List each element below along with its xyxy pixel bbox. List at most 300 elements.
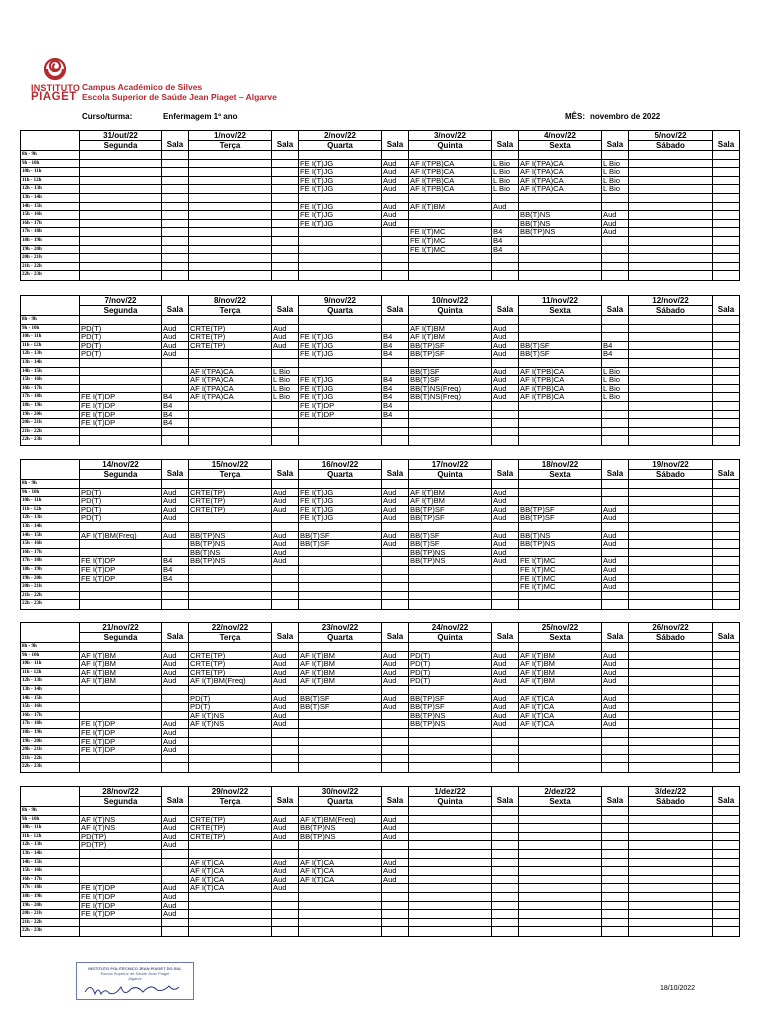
class-cell (629, 342, 712, 351)
time-slot: 12h - 13h (21, 350, 79, 359)
class-cell (409, 254, 491, 263)
room-cell (713, 402, 739, 411)
room-cell (272, 237, 298, 246)
time-slot: 11h - 12h (21, 506, 79, 515)
class-cell (80, 523, 161, 532)
class-cell (519, 402, 601, 411)
room-cell: Aud (382, 660, 408, 669)
room-cell (272, 185, 298, 194)
class-cell (80, 436, 161, 445)
room-cell (382, 720, 408, 729)
class-cell (409, 566, 491, 575)
class-cell: AF I(TPA)CA (519, 168, 601, 177)
room-cell: Aud (382, 497, 408, 506)
class-cell: BB(TP)NS (189, 557, 271, 566)
room-cell (713, 566, 739, 575)
class-cell (629, 393, 712, 402)
day-column (408, 151, 518, 280)
class-cell: PD(T) (409, 660, 491, 669)
room-cell: Aud (162, 342, 188, 351)
class-cell: BB(T)SF (299, 703, 381, 712)
room-cell (713, 393, 739, 402)
class-cell: BB(TP)SF (409, 506, 491, 515)
room-cell (713, 833, 739, 842)
class-cell: FE I(T)DP (80, 575, 161, 584)
room-cell: Aud (272, 824, 298, 833)
day-column (408, 807, 518, 936)
class-cell (519, 807, 601, 816)
class-cell (629, 660, 712, 669)
class-cell: BB(TP)SF (409, 350, 491, 359)
room-cell (713, 549, 739, 558)
class-cell (629, 703, 712, 712)
stamp-line1: INSTITUTO POLITÉCNICO JEAN PIAGET DO SUL (88, 966, 182, 971)
day-date: 21/nov/22 (80, 623, 161, 633)
room-cell (713, 325, 739, 334)
day-header (518, 131, 628, 150)
class-cell: PD(T) (80, 325, 161, 334)
room-cell (162, 600, 188, 609)
class-cell (189, 419, 271, 428)
class-cell (80, 703, 161, 712)
class-cell (519, 489, 601, 498)
class-cell (629, 824, 712, 833)
room-cell: Aud (492, 203, 518, 212)
class-cell (519, 523, 601, 532)
room-cell (272, 583, 298, 592)
day-date: 29/nov/22 (189, 787, 271, 797)
room-cell (713, 927, 739, 936)
time-slot: 10h - 11h (21, 168, 79, 177)
room-cell: L Bio (492, 168, 518, 177)
class-cell (299, 686, 381, 695)
time-slot: 19h - 20h (21, 411, 79, 420)
day-column (518, 807, 628, 936)
room-cell (713, 712, 739, 721)
class-cell (299, 575, 381, 584)
time-slot: 8h - 9h (21, 151, 79, 160)
class-cell (80, 540, 161, 549)
class-cell (519, 237, 601, 246)
sala-header: Sala (271, 623, 298, 642)
class-cell (80, 271, 161, 280)
sala-header: Sala (491, 296, 518, 315)
room-cell (162, 755, 188, 764)
class-cell (519, 643, 601, 652)
class-cell: FE I(T)DP (80, 902, 161, 911)
class-cell (629, 506, 712, 515)
class-cell (629, 359, 712, 368)
day-date: 9/nov/22 (299, 296, 381, 306)
room-cell (492, 411, 518, 420)
room-cell: B4 (162, 419, 188, 428)
class-cell: FE I(T)JG (299, 393, 381, 402)
room-cell (492, 592, 518, 601)
room-cell: Aud (602, 220, 628, 229)
class-cell (80, 160, 161, 169)
time-slot: 9h - 10h (21, 160, 79, 169)
class-cell (80, 203, 161, 212)
day-weekday: Quarta (327, 470, 353, 479)
room-cell (492, 729, 518, 738)
room-cell (713, 254, 739, 263)
room-cell: Aud (272, 652, 298, 661)
curso-value: Enfermagem 1º ano (163, 112, 238, 121)
room-cell (713, 867, 739, 876)
room-cell (713, 194, 739, 203)
class-cell (299, 746, 381, 755)
class-cell: BB(T)SF (519, 350, 601, 359)
class-cell: AF I(T)BM (519, 652, 601, 661)
room-cell: L Bio (602, 177, 628, 186)
room-cell (713, 228, 739, 237)
room-cell: Aud (602, 566, 628, 575)
class-cell (409, 402, 491, 411)
room-cell (382, 566, 408, 575)
room-cell: Aud (492, 350, 518, 359)
room-cell: Aud (162, 841, 188, 850)
class-cell: FE I(T)JG (299, 376, 381, 385)
stamp-line3: Algarve (128, 976, 142, 981)
room-cell: Aud (492, 385, 518, 394)
day-date: 16/nov/22 (299, 460, 381, 470)
room-cell: Aud (382, 506, 408, 515)
room-cell: Aud (382, 824, 408, 833)
room-cell: Aud (162, 660, 188, 669)
room-cell: Aud (162, 497, 188, 506)
room-cell: Aud (602, 703, 628, 712)
room-cell (272, 850, 298, 859)
room-cell (162, 428, 188, 437)
room-cell (713, 203, 739, 212)
class-cell (629, 185, 712, 194)
room-cell (492, 686, 518, 695)
class-cell: BB(TP)SF (409, 703, 491, 712)
day-column (518, 151, 628, 280)
day-column (408, 643, 518, 772)
time-slot: 8h - 9h (21, 316, 79, 325)
class-cell: BB(T)NS (189, 549, 271, 558)
room-cell: Aud (162, 902, 188, 911)
class-cell: BB(T)SF (299, 540, 381, 549)
class-cell: AF I(T)BM (409, 325, 491, 334)
room-cell (713, 480, 739, 489)
room-cell: Aud (162, 746, 188, 755)
room-cell (162, 220, 188, 229)
class-cell (629, 712, 712, 721)
class-cell: AF I(T)BM (299, 660, 381, 669)
time-slot: 17h - 18h (21, 720, 79, 729)
school-name: Escola Superior de Saúde Jean Piaget – Algarve (82, 92, 277, 102)
class-cell: AF I(T)BM (80, 669, 161, 678)
time-slot: 8h - 9h (21, 480, 79, 489)
room-cell: B4 (162, 393, 188, 402)
sala-header: Sala (601, 131, 628, 150)
room-cell: L Bio (602, 385, 628, 394)
class-cell (80, 480, 161, 489)
class-cell (299, 902, 381, 911)
class-cell (629, 228, 712, 237)
room-cell (713, 720, 739, 729)
class-cell: BB(TP)SF (409, 514, 491, 523)
room-cell (382, 254, 408, 263)
day-weekday: Quarta (327, 141, 353, 150)
class-cell: PD(T) (409, 677, 491, 686)
room-cell: Aud (162, 893, 188, 902)
room-cell: Aud (162, 720, 188, 729)
class-cell (409, 729, 491, 738)
class-cell (80, 246, 161, 255)
room-cell (272, 927, 298, 936)
day-header (408, 460, 518, 479)
room-cell (713, 368, 739, 377)
class-cell (189, 359, 271, 368)
class-cell (409, 867, 491, 876)
class-cell: BB(T)NS(Freq) (409, 393, 491, 402)
room-cell (272, 763, 298, 772)
mes-label: MÊS: (565, 112, 585, 121)
day-column (80, 316, 188, 445)
day-date: 5/nov/22 (629, 131, 712, 141)
class-cell: PD(T) (80, 350, 161, 359)
room-cell: Aud (272, 660, 298, 669)
class-cell (299, 151, 381, 160)
class-cell (409, 746, 491, 755)
room-cell: Aud (382, 489, 408, 498)
class-cell (80, 376, 161, 385)
room-cell (713, 436, 739, 445)
class-cell (629, 807, 712, 816)
room-cell: L Bio (492, 160, 518, 169)
room-cell (713, 342, 739, 351)
class-cell (80, 876, 161, 885)
day-header (80, 296, 188, 315)
day-weekday: Segunda (103, 797, 138, 806)
day-column (518, 480, 628, 609)
room-cell (162, 480, 188, 489)
class-cell: AF I(TPA)CA (189, 385, 271, 394)
room-cell (713, 824, 739, 833)
day-column (80, 643, 188, 772)
time-slot: 9h - 10h (21, 816, 79, 825)
class-cell: BB(TP)NS (409, 549, 491, 558)
room-cell: Aud (272, 677, 298, 686)
class-cell: AF I(T)CA (299, 876, 381, 885)
room-cell (602, 549, 628, 558)
room-cell: Aud (492, 669, 518, 678)
day-date: 4/nov/22 (519, 131, 601, 141)
class-cell (519, 884, 601, 893)
time-slot: 11h - 12h (21, 342, 79, 351)
day-column (628, 807, 739, 936)
room-cell: B4 (382, 376, 408, 385)
room-cell (272, 220, 298, 229)
class-cell (629, 833, 712, 842)
time-slot: 14h - 15h (21, 859, 79, 868)
class-cell (299, 254, 381, 263)
class-cell (189, 254, 271, 263)
room-cell (602, 867, 628, 876)
class-cell (519, 824, 601, 833)
room-cell (492, 211, 518, 220)
room-cell (162, 919, 188, 928)
class-cell (409, 902, 491, 911)
room-cell (713, 359, 739, 368)
room-cell (713, 919, 739, 928)
day-date: 10/nov/22 (409, 296, 491, 306)
room-cell (382, 738, 408, 747)
room-cell: L Bio (492, 177, 518, 186)
room-cell (162, 695, 188, 704)
class-cell: FE I(T)JG (299, 489, 381, 498)
room-cell (382, 246, 408, 255)
room-cell (713, 263, 739, 272)
room-cell (602, 151, 628, 160)
sala-header: Sala (161, 460, 188, 479)
room-cell (492, 566, 518, 575)
room-cell: Aud (272, 489, 298, 498)
class-cell (189, 643, 271, 652)
day-weekday: Sexta (549, 797, 571, 806)
room-cell: Aud (272, 497, 298, 506)
class-cell (189, 185, 271, 194)
class-cell (189, 841, 271, 850)
room-cell: Aud (272, 859, 298, 868)
sala-header: Sala (601, 787, 628, 806)
room-cell (382, 436, 408, 445)
class-cell: AF I(T)NS (189, 720, 271, 729)
room-cell: Aud (492, 342, 518, 351)
room-cell (602, 428, 628, 437)
room-cell: Aud (492, 712, 518, 721)
room-cell (272, 523, 298, 532)
room-cell (713, 506, 739, 515)
room-cell (602, 927, 628, 936)
class-cell: AF I(TPB)CA (519, 393, 601, 402)
room-cell: Aud (162, 514, 188, 523)
class-cell (409, 316, 491, 325)
room-cell: L Bio (602, 393, 628, 402)
class-cell (80, 177, 161, 186)
class-cell: FE I(T)DP (80, 738, 161, 747)
time-slot: 10h - 11h (21, 497, 79, 506)
room-cell (602, 807, 628, 816)
class-cell (629, 884, 712, 893)
room-cell (162, 859, 188, 868)
room-cell (492, 359, 518, 368)
class-cell (299, 419, 381, 428)
class-cell (299, 523, 381, 532)
class-cell (409, 583, 491, 592)
class-cell (80, 211, 161, 220)
room-cell (272, 428, 298, 437)
room-cell (492, 254, 518, 263)
room-cell (713, 884, 739, 893)
school-stamp (76, 962, 194, 1000)
room-cell (492, 271, 518, 280)
room-cell (162, 359, 188, 368)
room-cell (382, 910, 408, 919)
room-cell (713, 540, 739, 549)
class-cell (189, 436, 271, 445)
time-slot: 17h - 18h (21, 228, 79, 237)
room-cell: Aud (382, 185, 408, 194)
day-header (628, 131, 739, 150)
room-cell (382, 807, 408, 816)
room-cell (272, 419, 298, 428)
class-cell (629, 436, 712, 445)
room-cell (272, 600, 298, 609)
day-column (188, 643, 298, 772)
room-cell (713, 660, 739, 669)
room-cell (713, 151, 739, 160)
room-cell: Aud (272, 669, 298, 678)
day-header (188, 787, 298, 806)
class-cell (299, 712, 381, 721)
sala-header: Sala (491, 460, 518, 479)
day-weekday: Sábado (656, 141, 685, 150)
day-weekday: Quinta (437, 306, 463, 315)
room-cell: Aud (272, 506, 298, 515)
sala-header: Sala (491, 787, 518, 806)
class-cell (189, 738, 271, 747)
room-cell: L Bio (602, 160, 628, 169)
class-cell: AF I(T)BM(Freq) (299, 816, 381, 825)
day-column (628, 151, 739, 280)
day-header (80, 623, 188, 642)
sala-header: Sala (491, 623, 518, 642)
room-cell: B4 (492, 246, 518, 255)
class-cell (629, 376, 712, 385)
class-cell (519, 686, 601, 695)
time-slot: 16h - 17h (21, 220, 79, 229)
class-cell (409, 151, 491, 160)
time-slot: 17h - 18h (21, 557, 79, 566)
class-cell (299, 480, 381, 489)
day-weekday: Quinta (437, 141, 463, 150)
class-cell: FE I(T)DP (80, 884, 161, 893)
room-cell: Aud (492, 368, 518, 377)
class-cell (409, 755, 491, 764)
sala-header: Sala (161, 296, 188, 315)
room-cell (602, 755, 628, 764)
room-cell (382, 902, 408, 911)
class-cell (409, 919, 491, 928)
day-header (518, 296, 628, 315)
room-cell (162, 867, 188, 876)
class-cell (519, 411, 601, 420)
week-table (20, 459, 740, 610)
time-slot: 10h - 11h (21, 660, 79, 669)
class-cell (299, 841, 381, 850)
time-slot: 11h - 12h (21, 669, 79, 678)
room-cell (492, 263, 518, 272)
room-cell: Aud (382, 514, 408, 523)
class-cell (299, 428, 381, 437)
room-cell (272, 211, 298, 220)
room-cell (272, 514, 298, 523)
class-cell (629, 350, 712, 359)
room-cell (382, 643, 408, 652)
room-cell (382, 419, 408, 428)
print-date: 18/10/2022 (660, 985, 696, 992)
time-slot: 16h - 17h (21, 712, 79, 721)
class-cell: PD(T) (80, 333, 161, 342)
class-cell (629, 876, 712, 885)
class-cell: FE I(T)MC (519, 557, 601, 566)
room-cell: Aud (492, 393, 518, 402)
room-cell (382, 368, 408, 377)
